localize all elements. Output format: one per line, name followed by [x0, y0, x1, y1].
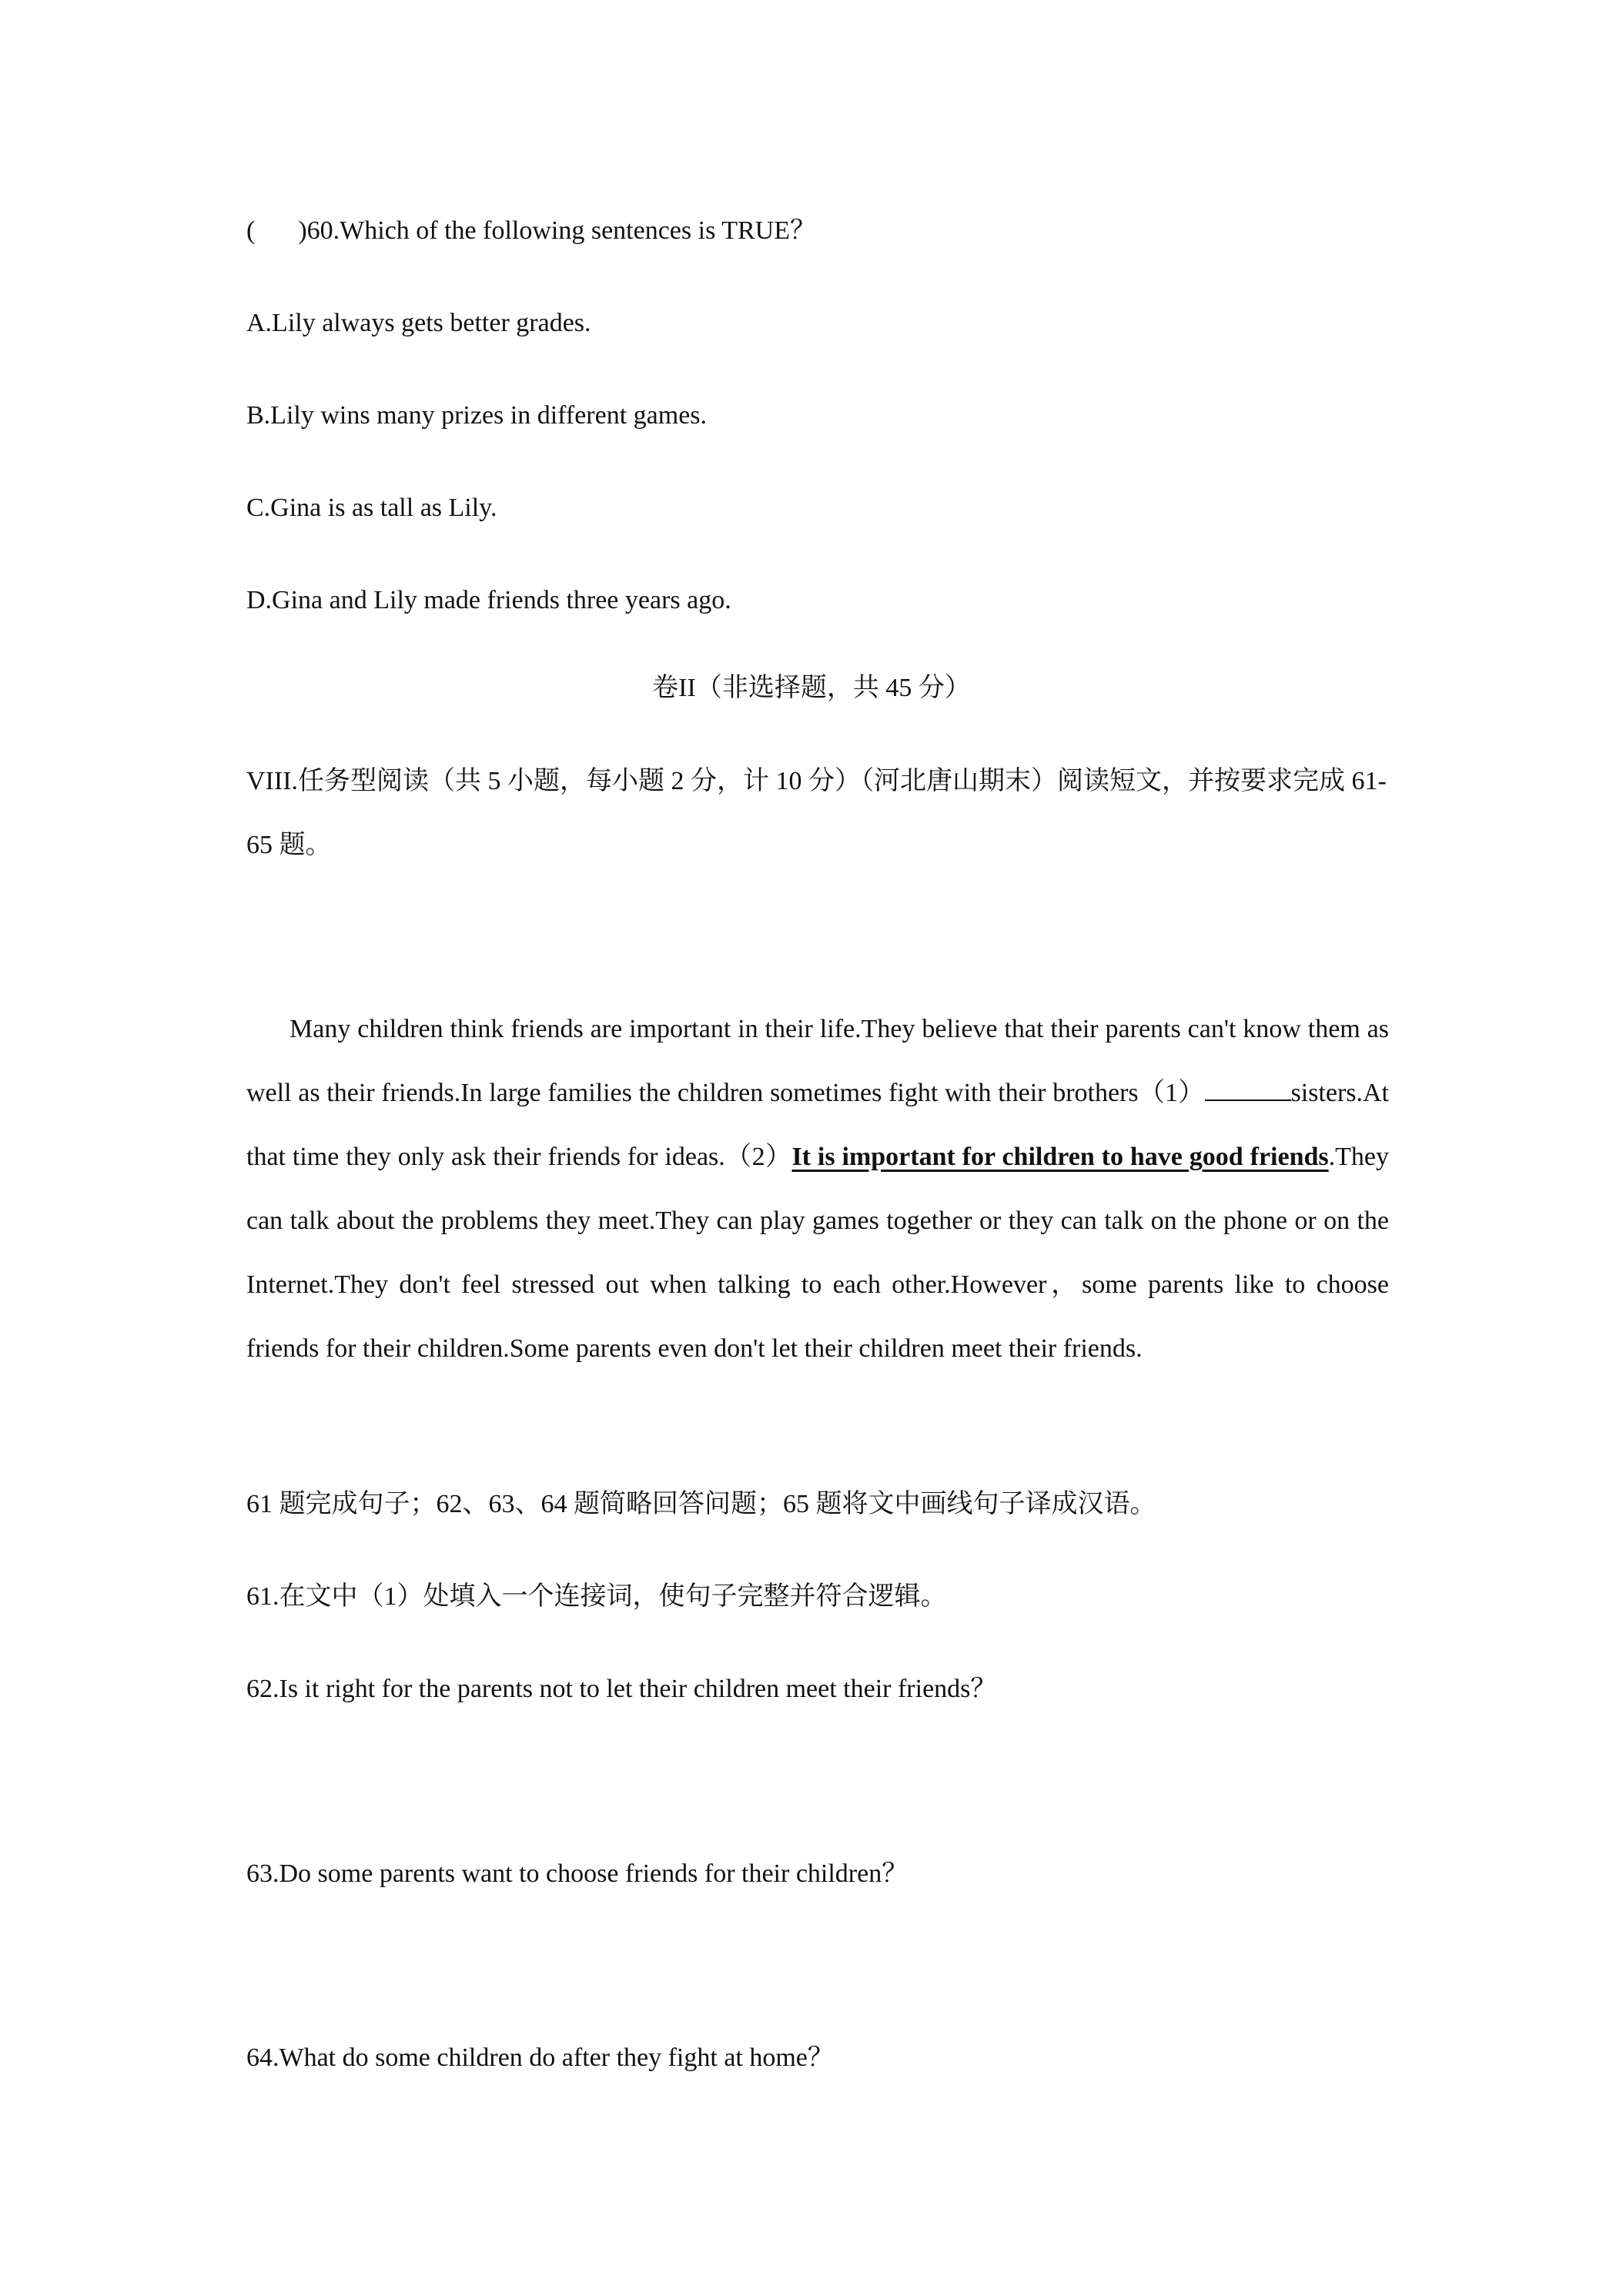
option-b: B.Lily wins many prizes in different games. [246, 401, 708, 430]
question-60-stem [246, 214, 816, 248]
task-instructions: 61 题完成句子；62、63、64 题简略回答问题；65 题将文中画线句子译成汉语。 [246, 1490, 1156, 1518]
passage-part-3: .They can talk about the problems they meet.They can play games together or they can talk on the phone or on the Internet.They don't feel stressed out when talking to each other.However，some parents like to choose friends for their children.Some parents even don't let their children meet their friends. [246, 1143, 1389, 1363]
section-title: 卷II（非选择题，共 45 分） [652, 674, 971, 702]
question-62: 62.Is it right for the parents not to let their children meet their friends？ [246, 1675, 997, 1703]
question-60-text: )60.Which of the following sentences is TRUE？ [298, 216, 816, 245]
passage-part-1: Many children think friends are important in their life.They believe that their parents can't know them as well as their friends.In large families the children sometimes fight with their brothers（1） [246, 1015, 1389, 1107]
answer-paren-open: ( [246, 216, 256, 245]
option-a: A.Lily always gets better grades. [246, 309, 591, 337]
question-61: 61.在文中（1）处填入一个连接词，使句子完整并符合逻辑。 [246, 1582, 947, 1611]
fill-blank-1 [1205, 1081, 1291, 1101]
underlined-sentence: It is important for children to have good friends [791, 1143, 1329, 1171]
reading-passage [246, 997, 1389, 1381]
question-64: 64.What do some children do after they fight at home？ [246, 2043, 834, 2072]
task-heading: VIII.任务型阅读（共 5 小题，每小题 2 分，计 10 分）（河北唐山期末）阅读短文，并按要求完成 61-65 题。 [246, 767, 1387, 859]
passage-part-2: sisters.At that time they only ask their friends for ideas.（2） [246, 1079, 1389, 1171]
option-c: C.Gina is as tall as Lily. [246, 494, 497, 522]
option-d: D.Gina and Lily made friends three years ago. [246, 586, 731, 614]
question-63: 63.Do some parents want to choose friends for their children？ [246, 1859, 909, 1888]
